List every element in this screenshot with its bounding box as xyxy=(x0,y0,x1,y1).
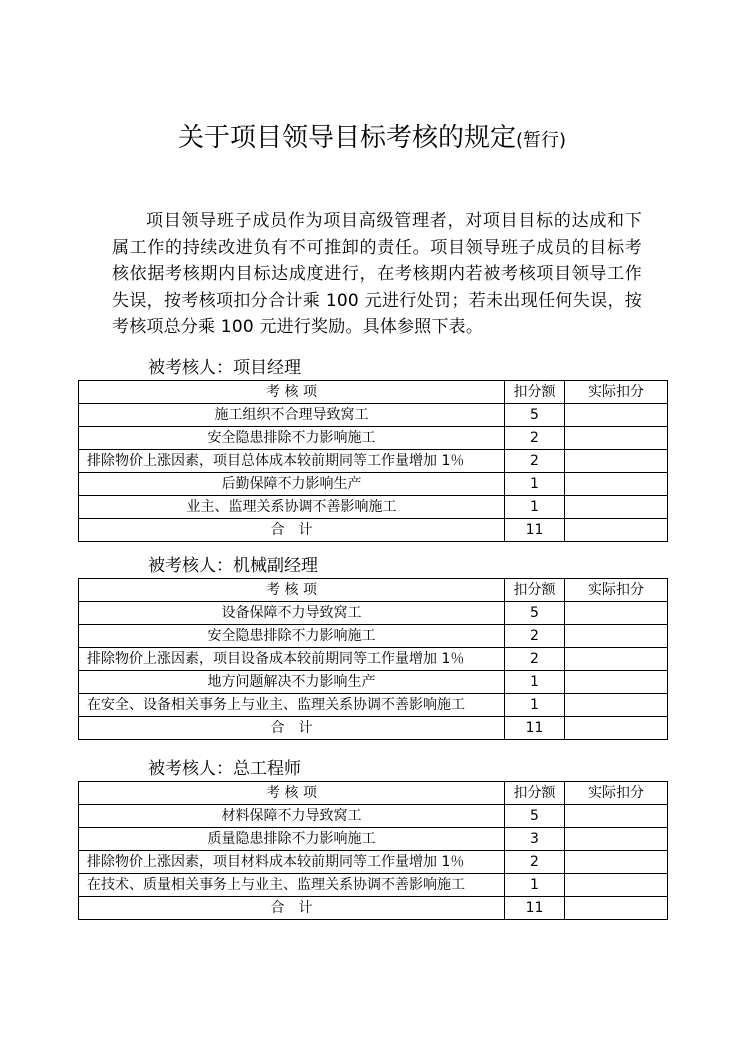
item-cell: 安全隐患排除不力影响施工 xyxy=(79,625,505,648)
item-cell: 地方问题解决不力影响生产 xyxy=(79,671,505,694)
table-row xyxy=(79,427,668,450)
actual-cell[interactable] xyxy=(565,404,668,427)
header-actual: 实际扣分 xyxy=(565,579,668,602)
deduct-cell: 2 xyxy=(505,625,565,648)
actual-cell[interactable] xyxy=(565,648,668,671)
item-cell: 排除物价上涨因素，项目总体成本较前期同等工作量增加 1％ xyxy=(79,450,505,473)
actual-cell[interactable] xyxy=(565,874,668,897)
header-item: 考 核 项 xyxy=(79,579,505,602)
deduct-cell: 2 xyxy=(505,427,565,450)
total-row xyxy=(79,519,668,542)
assessee-label-2: 被考核人：机械副经理 xyxy=(148,556,318,576)
actual-cell[interactable] xyxy=(565,805,668,828)
total-label: 合 计 xyxy=(79,519,505,542)
actual-cell[interactable] xyxy=(565,694,668,717)
total-value: 11 xyxy=(505,717,565,740)
table-row xyxy=(79,805,668,828)
actual-cell[interactable] xyxy=(565,625,668,648)
table-row xyxy=(79,625,668,648)
deduct-cell: 2 xyxy=(505,648,565,671)
table-row xyxy=(79,450,668,473)
title-main: 关于项目领导目标考核的规定 xyxy=(177,123,516,153)
table-header-row xyxy=(79,381,668,404)
table-row xyxy=(79,404,668,427)
actual-cell[interactable] xyxy=(565,427,668,450)
assessment-table-1 xyxy=(78,380,668,542)
item-cell: 在安全、设备相关事务上与业主、监理关系协调不善影响施工 xyxy=(79,694,505,717)
deduct-cell: 1 xyxy=(505,671,565,694)
assessment-table-2 xyxy=(78,578,668,740)
deduct-cell: 2 xyxy=(505,851,565,874)
total-label: 合 计 xyxy=(79,717,505,740)
deduct-cell: 1 xyxy=(505,874,565,897)
total-row xyxy=(79,897,668,920)
item-cell: 设备保障不力导致窝工 xyxy=(79,602,505,625)
header-item: 考 核 项 xyxy=(79,381,505,404)
actual-total-cell[interactable] xyxy=(565,897,668,920)
total-label: 合 计 xyxy=(79,897,505,920)
deduct-cell: 1 xyxy=(505,694,565,717)
item-cell: 安全隐患排除不力影响施工 xyxy=(79,427,505,450)
actual-cell[interactable] xyxy=(565,828,668,851)
table-row xyxy=(79,874,668,897)
total-row xyxy=(79,717,668,740)
deduct-cell: 1 xyxy=(505,496,565,519)
table-row xyxy=(79,648,668,671)
actual-total-cell[interactable] xyxy=(565,717,668,740)
header-deduct: 扣分额 xyxy=(505,381,565,404)
table-row xyxy=(79,694,668,717)
total-value: 11 xyxy=(505,519,565,542)
page-title xyxy=(0,120,744,159)
table-row xyxy=(79,828,668,851)
assessee-label-3: 被考核人：总工程师 xyxy=(148,759,301,779)
table-row xyxy=(79,473,668,496)
header-item: 考 核 项 xyxy=(79,782,505,805)
deduct-cell: 5 xyxy=(505,404,565,427)
actual-cell[interactable] xyxy=(565,851,668,874)
intro-paragraph: 项目领导班子成员作为项目高级管理者，对项目目标的达成和下属工作的持续改进负有不可推卸的责任。项目领导班子成员的目标考核依据考核期内目标达成度进行，在考核期内若被考核项目领导工作失误，按考核项扣分合计乘 100 元进行处罚；若未出现任何失误，按考核项总分乘 100 元进行奖励。具体参照下表。 xyxy=(112,211,642,337)
deduct-cell: 5 xyxy=(505,805,565,828)
actual-cell[interactable] xyxy=(565,496,668,519)
item-cell: 在技术、质量相关事务上与业主、监理关系协调不善影响施工 xyxy=(79,874,505,897)
item-cell: 质量隐患排除不力影响施工 xyxy=(79,828,505,851)
deduct-cell: 3 xyxy=(505,828,565,851)
item-cell: 排除物价上涨因素，项目设备成本较前期同等工作量增加 1％ xyxy=(79,648,505,671)
assessment-table-3 xyxy=(78,781,668,920)
header-actual: 实际扣分 xyxy=(565,782,668,805)
item-cell: 业主、监理关系协调不善影响施工 xyxy=(79,496,505,519)
actual-cell[interactable] xyxy=(565,450,668,473)
item-cell: 排除物价上涨因素，项目材料成本较前期同等工作量增加 1％ xyxy=(79,851,505,874)
header-deduct: 扣分额 xyxy=(505,782,565,805)
table-row xyxy=(79,851,668,874)
table-header-row xyxy=(79,579,668,602)
table-row xyxy=(79,671,668,694)
item-cell: 施工组织不合理导致窝工 xyxy=(79,404,505,427)
total-value: 11 xyxy=(505,897,565,920)
assessee-label-1: 被考核人：项目经理 xyxy=(148,358,301,378)
table-header-row xyxy=(79,782,668,805)
item-cell: 后勤保障不力影响生产 xyxy=(79,473,505,496)
header-deduct: 扣分额 xyxy=(505,579,565,602)
actual-total-cell[interactable] xyxy=(565,519,668,542)
item-cell: 材料保障不力导致窝工 xyxy=(79,805,505,828)
header-actual: 实际扣分 xyxy=(565,381,668,404)
actual-cell[interactable] xyxy=(565,671,668,694)
deduct-cell: 1 xyxy=(505,473,565,496)
deduct-cell: 2 xyxy=(505,450,565,473)
table-row xyxy=(79,602,668,625)
table-row xyxy=(79,496,668,519)
actual-cell[interactable] xyxy=(565,602,668,625)
actual-cell[interactable] xyxy=(565,473,668,496)
deduct-cell: 5 xyxy=(505,602,565,625)
title-suffix: (暂行) xyxy=(515,130,567,151)
